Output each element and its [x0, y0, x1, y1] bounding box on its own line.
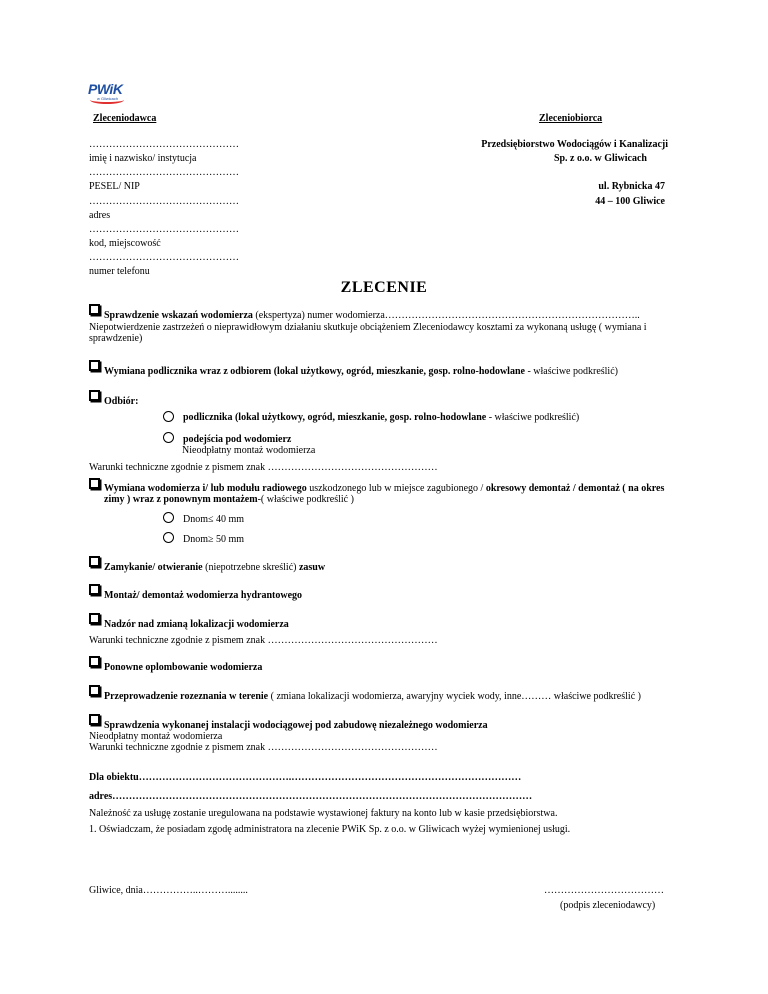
- object-address-field[interactable]: adres………………………………………………………………………………………………………………: [89, 791, 533, 802]
- checkbox-acceptance[interactable]: [89, 390, 100, 401]
- meter-check-line: [104, 310, 640, 321]
- acceptance-title: Odbiór:: [104, 396, 139, 407]
- radio-acceptance-submeter[interactable]: [163, 411, 174, 422]
- meter-replace-detail: uszkodzonego lub w miejsce zagubionego /: [306, 483, 486, 494]
- dnom-50-label: Dnom≥ 50 mm: [183, 534, 245, 545]
- radio-acceptance-connection[interactable]: [163, 432, 174, 443]
- checkbox-hydrant[interactable]: [89, 584, 100, 595]
- client-name-field[interactable]: ………………………………………: [89, 139, 239, 150]
- meter-replace-seasonal: okresowy demontaż / demontaż ( na okres zimy ) wraz z ponownym montażem: [104, 483, 665, 505]
- acceptance-connection-note: Nieodpłatny montaż wodomierza: [182, 445, 316, 456]
- survey-title: Przeprowadzenie rozeznania w terenie: [104, 691, 269, 702]
- hydrant-title: Montaż/ demontaż wodomierza hydrantowego: [104, 590, 303, 601]
- survey-detail: ( zmiana lokalizacji wodomierza, awaryjny wyciek wody, inne……… właściwe podkreślić ): [268, 691, 641, 702]
- meter-replace-hint: -( właściwe podkreślić ): [257, 494, 354, 505]
- acceptance-connection-title: podejścia pod wodomierz: [183, 434, 292, 445]
- submeter-replace-line: [104, 366, 618, 377]
- client-phone-label: numer telefonu: [89, 266, 150, 277]
- submeter-replace-hint: - właściwe podkreślić): [524, 366, 618, 377]
- acceptance-tech-conditions: Warunki techniczne zgodnie z pismem znak ……………………………………………: [89, 462, 438, 473]
- meter-replace-text: [104, 483, 684, 505]
- radio-dnom-40[interactable]: [163, 512, 174, 523]
- meter-check-note: Niepotwierdzenie zastrzeżeń o nieprawidłowym działaniu skutkuje obciążeniem Zleceniodawcy kosztami za wykonaną usługę ( wymiana i sprawdzenie): [89, 322, 647, 344]
- client-name-label: imię i nazwisko/ instytucja: [89, 153, 197, 164]
- checkbox-meter-check[interactable]: [89, 304, 100, 315]
- object-field[interactable]: Dla obiektu……………………………………….……………………………………………………………: [89, 772, 522, 783]
- installation-tech-conditions: Warunki techniczne zgodnie z pismem znak ……………………………………………: [89, 742, 438, 753]
- logo-brand: PWiK: [88, 81, 123, 97]
- contractor-name-line2: Sp. z o.o. w Gliwicach: [553, 153, 647, 164]
- client-postal-label: kod, miejscowość: [89, 238, 161, 249]
- dnom-40-label: Dnom≤ 40 mm: [183, 514, 245, 525]
- valve-hint: (niepotrzebne skreślić): [202, 562, 299, 573]
- radio-dnom-50[interactable]: [163, 532, 174, 543]
- relocation-tech-conditions: Warunki techniczne zgodnie z pismem znak ……………………………………………: [89, 635, 438, 646]
- signature-label: (podpis zleceniodawcy): [560, 900, 656, 911]
- relocation-title: Nadzór nad zmianą lokalizacji wodomierza: [104, 619, 289, 630]
- checkbox-relocation[interactable]: [89, 613, 100, 624]
- acceptance-submeter-line: [183, 412, 579, 423]
- client-phone-field[interactable]: ………………………………………: [89, 252, 239, 263]
- client-address-field[interactable]: ………………………………………: [89, 196, 239, 207]
- checkbox-meter-replace[interactable]: [89, 478, 100, 489]
- meter-check-details: (ekspertyza) numer wodomierza…………………………………………………………………..: [252, 310, 640, 321]
- submeter-replace-title: Wymiana podlicznika wraz z odbiorem (lokal użytkowy, ogród, mieszkanie, gosp. rolno-hodowlane: [104, 366, 525, 377]
- signature-field[interactable]: ………………………………: [544, 885, 664, 896]
- checkbox-submeter-replace[interactable]: [89, 360, 100, 371]
- client-address-label: adres: [89, 210, 111, 221]
- payment-note: Należność za usługę zostanie uregulowana na podstawie wystawionej faktury na konto lub w kasie przedsiębiorstwa.: [89, 808, 558, 819]
- checkbox-valve[interactable]: [89, 556, 100, 567]
- contractor-name-line1: Przedsiębiorstwo Wodociągów i Kanalizacji: [481, 139, 668, 150]
- installation-title: Sprawdzenia wykonanej instalacji wodociągowej pod zabudowę niezależnego wodomierza: [104, 720, 488, 731]
- valve-object: zasuw: [298, 562, 326, 573]
- checkbox-installation[interactable]: [89, 714, 100, 725]
- checkbox-survey[interactable]: [89, 685, 100, 696]
- page-title: ZLECENIE: [340, 279, 428, 296]
- place-date-field[interactable]: Gliwice, dnia……………..………........: [89, 885, 248, 896]
- client-pesel-label: PESEL/ NIP: [89, 181, 140, 192]
- contractor-label: Zleceniobiorca: [539, 113, 603, 124]
- checkbox-reseal[interactable]: [89, 656, 100, 667]
- client-label: Zleceniodawca: [93, 113, 157, 124]
- survey-line: [104, 691, 641, 702]
- meter-check-title: Sprawdzenie wskazań wodomierza: [104, 310, 253, 321]
- pwik-logo: [88, 81, 126, 105]
- client-pesel-field[interactable]: ………………………………………: [89, 167, 239, 178]
- contractor-city: 44 – 100 Gliwice: [595, 196, 665, 207]
- logo-tagline: w Gliwicach: [97, 96, 119, 101]
- reseal-title: Ponowne oplombowanie wodomierza: [104, 662, 263, 673]
- declaration: 1. Oświadczam, że posiadam zgodę administratora na zlecenie PWiK Sp. z o.o. w Gliwicach wyżej wymienionej usługi.: [89, 824, 571, 835]
- valve-line: [104, 562, 325, 573]
- installation-note: Nieodpłatny montaż wodomierza: [89, 731, 223, 742]
- client-postal-field[interactable]: ………………………………………: [89, 224, 239, 235]
- meter-replace-title: Wymiana wodomierza i/ lub modułu radiowego: [104, 483, 307, 494]
- acceptance-submeter-title: podlicznika (lokal użytkowy, ogród, mieszkanie, gosp. rolno-hodowlane: [183, 412, 487, 423]
- valve-title: Zamykanie/ otwieranie: [104, 562, 203, 573]
- contractor-street: ul. Rybnicka 47: [598, 181, 665, 192]
- acceptance-submeter-hint: - właściwe podkreślić): [486, 412, 580, 423]
